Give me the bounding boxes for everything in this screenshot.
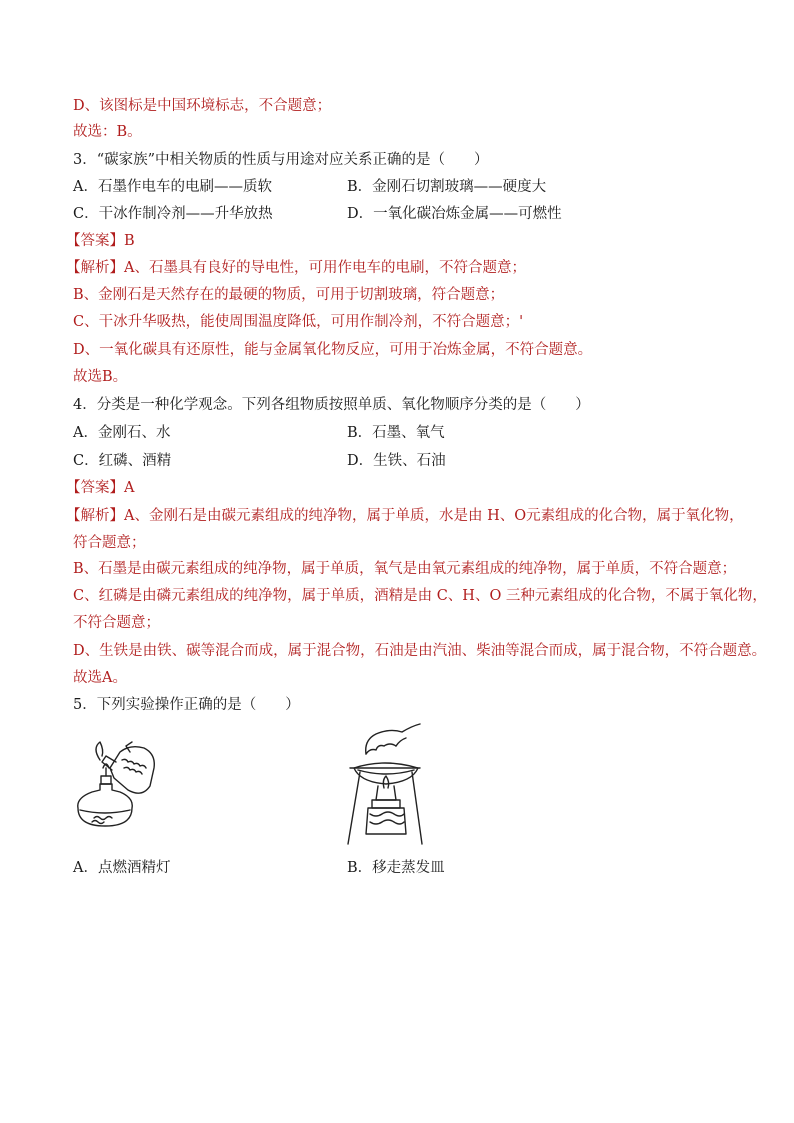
prev-choose-line: 故选：B。 [73, 124, 142, 140]
q5-option-b: B．移走蒸发皿 [347, 860, 445, 876]
q4-answer [66, 478, 134, 498]
q4-analysis-a-cont: 符合题意； [73, 535, 146, 551]
alcohol-lamp-figure [70, 738, 160, 838]
q4-analysis-a [66, 506, 744, 526]
q3-choose: 故选B。 [73, 369, 128, 385]
q4-analysis-d: D、生铁是由铁、碳等混合而成，属于混合物，石油是由汽油、柴油等混合而成，属于混合物，不符合题意。 [73, 643, 767, 659]
q3-answer [66, 231, 135, 251]
q4-stem: 4．分类是一种化学观念。下列各组物质按照单质、氧化物顺序分类的是（ ） [73, 397, 590, 413]
q4-option-d: D．生铁、石油 [347, 453, 446, 469]
q3-option-c: C．干冰作制冷剂——升华放热 [73, 206, 273, 222]
evaporating-dish-figure [340, 722, 430, 848]
answer-tag: 【答案】 [66, 480, 124, 496]
q3-option-a: A．石墨作电车的电刷——质软 [73, 179, 272, 195]
q3-stem: 3．“碳家族”中相关物质的性质与用途对应关系正确的是（ ） [73, 152, 489, 168]
q3-analysis-c: C、干冰升华吸热，能使周围温度降低，可用作制冷剂，不符合题意；' [73, 314, 524, 330]
answer-value: A [124, 480, 135, 496]
q4-choose: 故选A。 [73, 670, 127, 686]
q4-analysis-c-cont: 不符合题意； [73, 615, 160, 631]
answer-value: B [124, 233, 135, 249]
analysis-tag: 【解析】 [66, 260, 124, 276]
q4-option-b: B．石墨、氧气 [347, 425, 445, 441]
q4-option-c: C．红磷、酒精 [73, 453, 172, 469]
answer-tag: 【答案】 [66, 233, 124, 249]
q5-stem: 5．下列实验操作正确的是（ ） [73, 697, 300, 713]
q5-option-a: A．点燃酒精灯 [73, 860, 171, 876]
analysis-tag: 【解析】 [66, 508, 124, 524]
q4-option-a: A．金刚石、水 [73, 425, 171, 441]
q3-option-b: B．金刚石切割玻璃——硬度大 [347, 179, 547, 195]
q4-analysis-b: B、石墨是由碳元素组成的纯净物，属于单质，氧气是由氧元素组成的纯净物，属于单质，不符合题意； [73, 561, 737, 577]
q3-option-d: D．一氧化碳冶炼金属——可燃性 [347, 206, 562, 222]
q3-analysis-a [66, 258, 526, 278]
analysis-text: A、金刚石是由碳元素组成的纯净物，属于单质，水是由 H、O元素组成的化合物，属于氧化物， [124, 508, 744, 524]
q3-analysis-d: D、一氧化碳具有还原性，能与金属氧化物反应，可用于冶炼金属，不符合题意。 [73, 342, 593, 358]
q3-analysis-b: B、金刚石是天然存在的最硬的物质，可用于切割玻璃，符合题意； [73, 287, 505, 303]
q4-analysis-c: C、红磷是由磷元素组成的纯净物，属于单质，酒精是由 C、H、O 三种元素组成的化合物，不属于氧化物， [73, 588, 767, 604]
prev-option-d-line: D、该图标是中国环境标志，不合题意； [73, 98, 332, 114]
analysis-text: A、石墨具有良好的导电性，可用作电车的电刷，不符合题意； [124, 260, 526, 276]
